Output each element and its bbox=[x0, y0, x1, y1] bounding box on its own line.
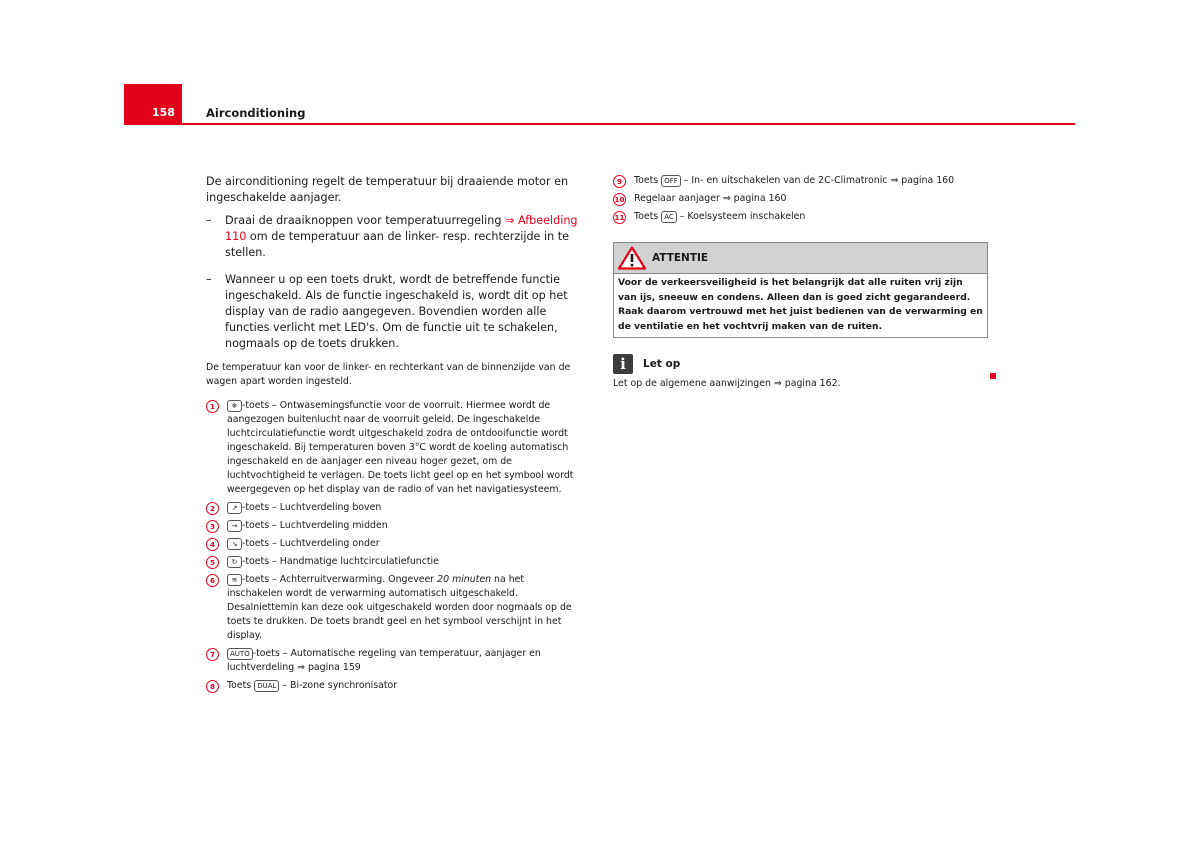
callout-number: 2 bbox=[206, 502, 219, 515]
air-down-key-icon: ↘ bbox=[227, 538, 242, 550]
callout-number: 6 bbox=[206, 574, 219, 587]
note-text: Let op de algemene aanwijzingen ⇒ pagina 162. bbox=[613, 378, 841, 389]
list-item: 11 Toets AC – Koelsysteem inschakelen bbox=[614, 211, 806, 222]
list-item: 7 AUTO -toets – Automatische regeling van temperatuur, aanjager en luchtverdeling ⇒ pagina 159 bbox=[206, 647, 580, 675]
defrost-key-icon: ❄ bbox=[227, 400, 242, 412]
instruction-text: Wanneer u op een toets drukt, wordt de betreffende functie ingeschakeld. Als de functie ingeschakeld is, wordt dit op het display van de radio aangegeven. Bovendien worden alle functies verlicht met LED's. Om de functie uit te schakelen, nogmaals op de toets drukken. bbox=[225, 273, 568, 350]
callout-number: 11 bbox=[613, 211, 626, 224]
recirculation-key-icon: ↻ bbox=[227, 556, 242, 568]
auto-key: AUTO bbox=[227, 648, 253, 660]
note-title: Let op bbox=[643, 358, 681, 370]
page-number: 158 bbox=[152, 106, 175, 119]
list-item: 8 Toets DUAL – Bi-zone synchronisator bbox=[206, 679, 580, 693]
list-item: 10 Regelaar aanjager ⇒ pagina 160 bbox=[614, 193, 787, 204]
intro-paragraph: De airconditioning regelt de temperatuur bij draaiende motor en ingeschakelde aanjager. bbox=[206, 175, 569, 204]
list-item: 3 → -toets – Luchtverdeling midden bbox=[206, 519, 580, 533]
ac-key: AC bbox=[661, 211, 677, 223]
callout-number: 1 bbox=[206, 400, 219, 413]
callout-number: 9 bbox=[613, 175, 626, 188]
callout-number: 10 bbox=[613, 193, 626, 206]
instruction-item bbox=[206, 213, 580, 261]
callout-number: 7 bbox=[206, 648, 219, 661]
callout-number: 5 bbox=[206, 556, 219, 569]
note-header bbox=[613, 354, 993, 374]
list-item: 6 ≋ -toets – Achterruitverwarming. Ongeveer 20 minuten na het inschakelen wordt de verwarming automatisch uitgeschakeld. Desalniettemin kan deze ook uitgeschakeld worden door nogmaals op de toets te drukken. De toets brandt geel en het symbool verschijnt in het display. bbox=[206, 573, 580, 643]
warning-triangle-icon bbox=[618, 246, 646, 270]
warning-box bbox=[613, 242, 988, 338]
dual-key: DUAL bbox=[254, 680, 279, 692]
chapter-title: Airconditioning bbox=[206, 106, 306, 120]
dash-bullet: – bbox=[206, 273, 212, 286]
callout-number: 8 bbox=[206, 680, 219, 693]
warning-header bbox=[614, 243, 987, 274]
note-paragraph: De temperatuur kan voor de linker- en rechterkant van de binnenzijde van de wagen apart worden ingesteld. bbox=[206, 362, 571, 387]
list-item: 1 ❄ -toets – Ontwasemingsfunctie voor de voorruit. Hiermee wordt de aangezogen buitenlucht naar de voorruit geleid. De ingeschakelde luchtcirculatiefunctie wordt uitgeschakeld zodra de ontdooifunctie wordt ingeschakeld. Bij temperaturen boven 3°C wordt de koeling automatisch ingeschakeld en de aanjager een niveau hoger gezet, om de luchtvochtigheid te verlagen. De toets licht geel op en het symbool wordt weergegeven op het display van de radio of van het navigatiesysteem. bbox=[206, 399, 580, 497]
instruction-item bbox=[206, 272, 580, 352]
list-item: 5 ↻ -toets – Handmatige luchtcirculatiefunctie bbox=[206, 555, 580, 569]
rear-defrost-key-icon: ≋ bbox=[227, 574, 242, 586]
list-item: 2 ↗ -toets – Luchtverdeling boven bbox=[206, 501, 580, 515]
list-item: 4 ↘ -toets – Luchtverdeling onder bbox=[206, 537, 580, 551]
list-item: 9 Toets OFF – In- en uitschakelen van de 2C-Climatronic ⇒ pagina 160 bbox=[613, 174, 993, 188]
warning-title: ATTENTIE bbox=[652, 252, 709, 264]
info-icon: i bbox=[613, 354, 633, 374]
figure-link[interactable]: ⇒ Afbeelding 110 bbox=[225, 214, 578, 243]
air-up-key-icon: ↗ bbox=[227, 502, 242, 514]
instruction-text: Draai de draaiknoppen voor temperatuurregeling ⇒ Afbeelding 110 om de temperatuur aan de linker- resp. rechterzijde in te stellen. bbox=[225, 214, 578, 259]
off-key: OFF bbox=[661, 175, 681, 187]
dash-bullet: – bbox=[206, 214, 212, 227]
section-end-marker bbox=[990, 373, 996, 379]
air-middle-key-icon: → bbox=[227, 520, 242, 532]
warning-text: Voor de verkeersveiligheid is het belangrijk dat alle ruiten vrij zijn van ijs, sneeuw en condens. Alleen dan is goed zicht gegarandeerd. Raak daarom vertrouwd met het juist bedienen van de verwarming en de ventilatie en het vochtvrij maken van de ruiten. bbox=[618, 277, 983, 332]
callout-number: 4 bbox=[206, 538, 219, 551]
right-column bbox=[613, 174, 993, 391]
left-column bbox=[206, 174, 580, 697]
callout-number: 3 bbox=[206, 520, 219, 533]
header-divider bbox=[124, 123, 1075, 125]
